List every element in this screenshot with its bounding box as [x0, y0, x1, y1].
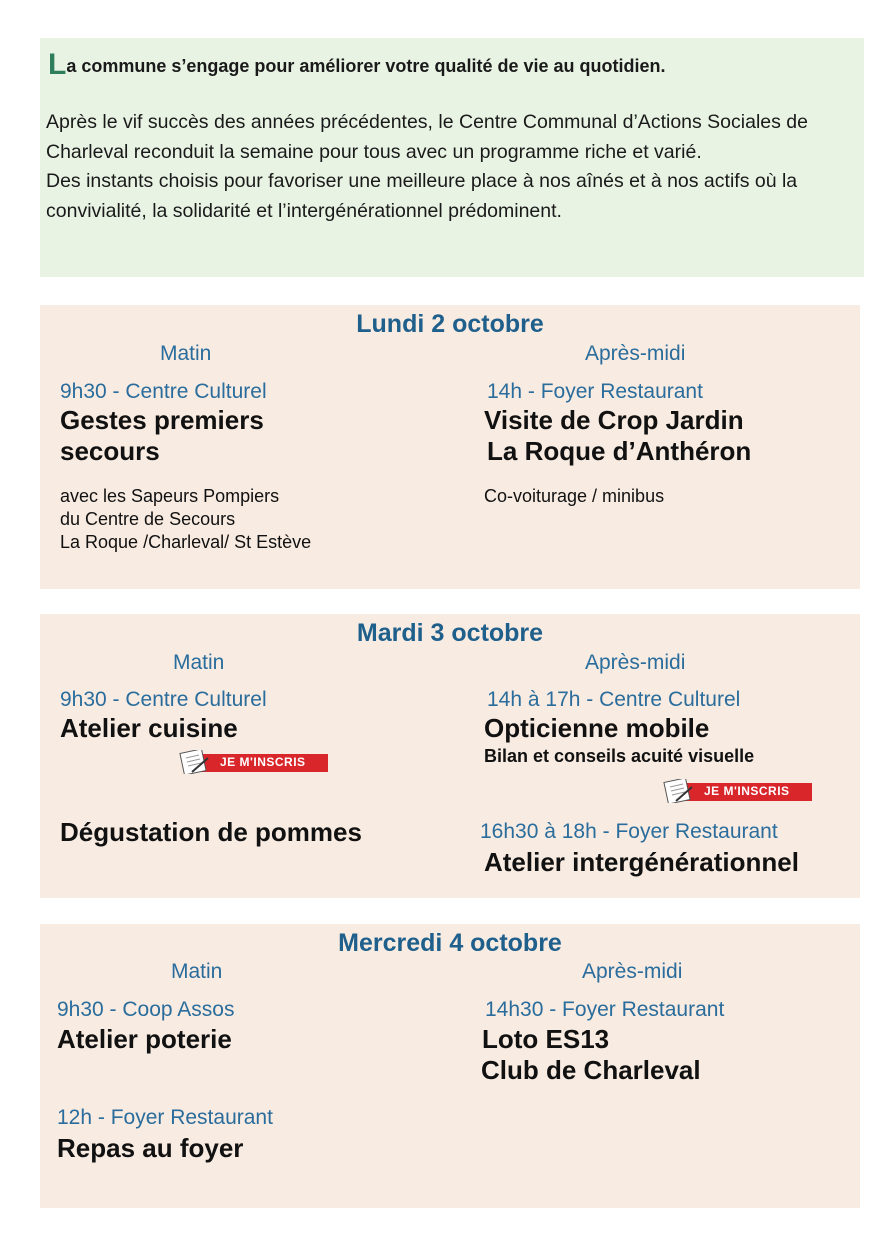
morning-note-line-1: avec les Sapeurs Pompiers: [60, 486, 280, 506]
afternoon-subtitle: Bilan et conseils acuité visuelle: [484, 746, 755, 766]
afternoon-event-line-1: Loto ES13: [482, 1024, 610, 1054]
day-title: Mercredi 4 octobre: [338, 929, 562, 957]
afternoon-label: Après-midi: [585, 342, 686, 365]
intro-paragraph-2: Des instants choisis pour favoriser une meilleure place à nos aînés et à nos actifs où la convivialité, la solidarité et l’intergénérationnel prédominent.: [46, 170, 798, 222]
morning-time-2: 12h - Foyer Restaurant: [57, 1106, 273, 1129]
day-wednesday: [40, 924, 860, 1208]
morning-label: Matin: [173, 651, 225, 674]
morning-event-line-1: Gestes premiers: [60, 405, 264, 435]
intro-headline-text: a commune s’engage pour améliorer votre qualité de vie au quotidien.: [66, 56, 666, 76]
afternoon-label: Après-midi: [582, 960, 683, 983]
morning-time: 9h30 - Centre Culturel: [60, 380, 267, 403]
intro-body: [46, 108, 846, 226]
afternoon-event: Opticienne mobile: [484, 713, 710, 743]
register-badge[interactable]: [662, 779, 812, 803]
morning-time: 9h30 - Coop Assos: [57, 998, 235, 1021]
afternoon-time: 14h30 - Foyer Restaurant: [485, 998, 725, 1021]
register-badge-label: JE M'INSCRIS: [220, 755, 306, 769]
morning-event: Atelier poterie: [57, 1024, 232, 1054]
morning-event-2: Dégustation de pommes: [60, 817, 362, 847]
afternoon-time: 14h à 17h - Centre Culturel: [487, 688, 741, 711]
day-tuesday: [40, 614, 860, 898]
day-monday: [40, 305, 860, 589]
afternoon-event-line-1: Visite de Crop Jardin: [484, 405, 744, 435]
day-title: Mardi 3 octobre: [356, 619, 544, 647]
morning-note-line-3: La Roque /Charleval/ St Estève: [60, 532, 312, 552]
morning-event: Atelier cuisine: [60, 713, 238, 743]
morning-event-2: Repas au foyer: [57, 1133, 244, 1163]
intro-box: [40, 38, 864, 277]
afternoon-event-line-2: Club de Charleval: [481, 1055, 701, 1085]
afternoon-event-line-2: La Roque d’Anthéron: [487, 436, 752, 466]
afternoon-event-2: Atelier intergénérationnel: [484, 847, 799, 877]
intro-dropcap: L: [48, 48, 67, 81]
intro-headline: [48, 50, 665, 80]
register-form-icon: [662, 779, 698, 803]
morning-time: 9h30 - Centre Culturel: [60, 688, 267, 711]
register-badge[interactable]: [178, 750, 328, 774]
afternoon-note: Co-voiturage / minibus: [484, 486, 665, 506]
morning-label: Matin: [160, 342, 212, 365]
afternoon-label: Après-midi: [585, 651, 686, 674]
morning-event-line-2: secours: [60, 436, 160, 466]
morning-label: Matin: [171, 960, 223, 983]
intro-paragraph-1: Après le vif succès des années précédentes, le Centre Communal d’Actions Sociales de Charleval reconduit la semaine pour tous avec un programme riche et varié.: [46, 111, 808, 163]
afternoon-time-2: 16h30 à 18h - Foyer Restaurant: [480, 820, 778, 843]
register-form-icon: [178, 750, 214, 774]
morning-note-line-2: du Centre de Secours: [60, 509, 236, 529]
day-title: Lundi 2 octobre: [356, 310, 544, 338]
afternoon-time: 14h - Foyer Restaurant: [487, 380, 703, 403]
register-badge-label: JE M'INSCRIS: [704, 784, 790, 798]
